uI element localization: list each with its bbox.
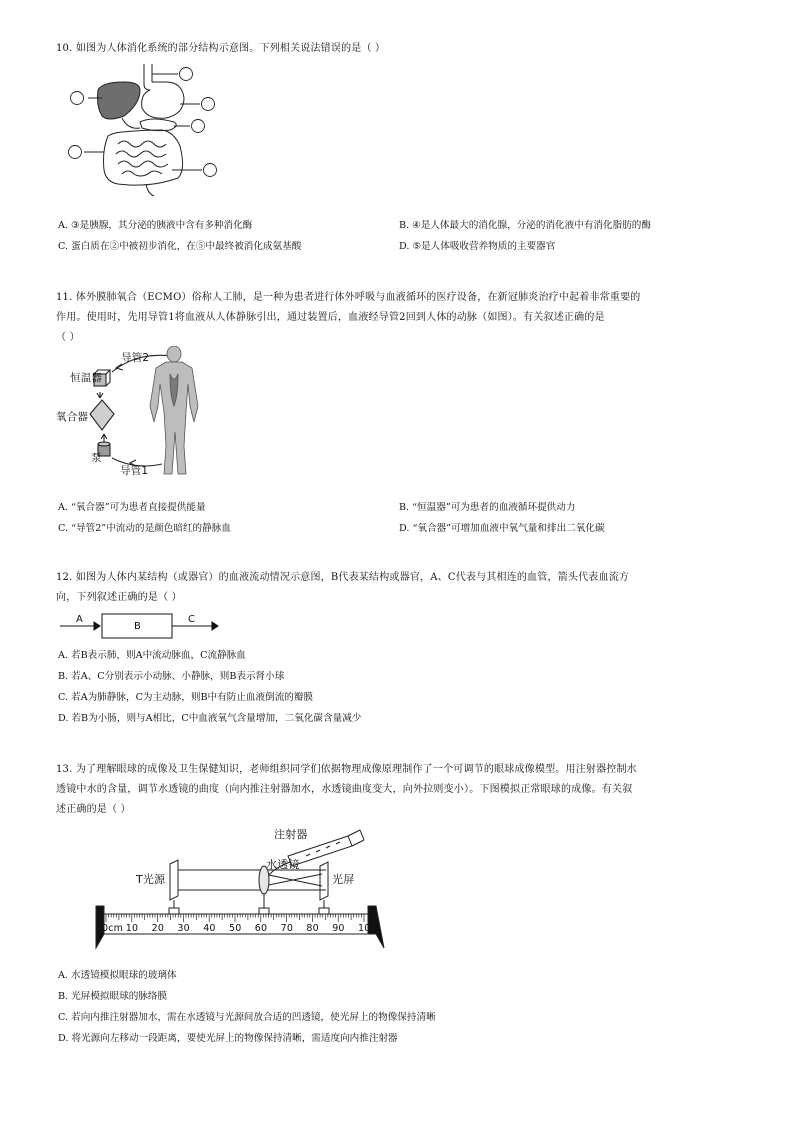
label-tube2: 导管2 xyxy=(121,352,150,364)
ruler-label: 0cm xyxy=(102,923,124,934)
q11-option-d[interactable]: D. “氧合器”可增加血液中氧气量和排出二氧化碳 xyxy=(399,523,605,534)
ruler-label: 20 xyxy=(151,923,165,934)
large-intestine-shape xyxy=(104,130,183,185)
q13-option-b[interactable]: B. 光屏模拟眼球的脉络膜 xyxy=(58,991,168,1002)
small-intestine-shape xyxy=(116,141,168,176)
ruler-ticks xyxy=(106,914,364,922)
q11-stem-line2: 作用。使用时，先用导管1将血液从人体静脉引出，通过装置后，血液经导管2回到人体的动脉（如图）。有关叙述正确的是 xyxy=(56,312,605,323)
label-thermostat: 恒温器 xyxy=(70,372,103,384)
q12-option-b[interactable]: B. 若A、C分别表示小动脉、小静脉，则B表示肾小球 xyxy=(58,671,285,682)
q12-stem-line1: 12. 如图为人体内某结构（或器官）的血液流动情况示意图，B代表某结构或器官，A、C代表与其相连的血管，箭头代表血流方 xyxy=(56,572,630,583)
q10-option-c[interactable]: C. 蛋白质在②中被初步消化，在⑤中最终被消化成氨基酸 xyxy=(58,241,302,252)
label-screen: 光屏 xyxy=(332,873,355,886)
human-figure-shape xyxy=(150,346,198,474)
label-syringe: 注射器 xyxy=(274,828,308,841)
q13-stem-line3: 述正确的是（ ） xyxy=(56,804,131,815)
q10-option-d[interactable]: D. ⑤是人体吸收营养物质的主要器官 xyxy=(399,241,556,252)
q13-option-a[interactable]: A. 水透镜模拟眼球的玻璃体 xyxy=(58,970,177,981)
ruler-label: 80 xyxy=(306,923,319,934)
q12-option-a[interactable]: A. 若B表示肺，则A中流动脉血，C流静脉血 xyxy=(58,650,246,661)
ruler-label: 30 xyxy=(177,923,190,934)
label-b: B xyxy=(134,621,142,632)
q11-option-b[interactable]: B. “恒温器”可为患者的血液循环提供动力 xyxy=(399,502,576,513)
q12-option-d[interactable]: D. 若B为小肠，则与A相比，C中血液氧气含量增加，二氧化碳含量减少 xyxy=(58,713,362,724)
label-tube1: 导管1 xyxy=(120,465,149,477)
ruler-label: 90 xyxy=(332,923,345,934)
q12-option-c[interactable]: C. 若A为肺静脉，C为主动脉，则B中有防止血液倒流的瓣膜 xyxy=(58,692,314,703)
q11-stem-line3: （ ） xyxy=(56,332,80,343)
ruler-label: 10 xyxy=(125,923,139,934)
digestive-system-diagram xyxy=(62,60,232,198)
pancreas-shape xyxy=(140,119,176,131)
label-oxygenator: 氧合器 xyxy=(56,411,89,423)
label-water-lens: 水透镜 xyxy=(266,858,300,871)
q13-option-c[interactable]: C. 若向内推注射器加水，需在水透镜与光源间放合适的凹透镜，使光屏上的物像保持清晰 xyxy=(58,1012,436,1023)
q11-option-a[interactable]: A. “氧合器”可为患者直接提供能量 xyxy=(58,502,206,513)
label-light-source: T光源 xyxy=(136,873,166,886)
ruler-label: 100 xyxy=(358,923,377,934)
ruler-label: 40 xyxy=(203,923,216,934)
liver-shape xyxy=(98,82,141,119)
q13-stem-line2: 透镜中水的含量，调节水透镜的曲度（向内推注射器加水，水透镜曲度变大，向外拉则变小）。下图模拟正常眼球的成像。有关叙 xyxy=(56,784,633,795)
stomach-shape xyxy=(142,82,184,118)
q11-option-c[interactable]: C. “导管2”中流动的是颜色暗红的静脉血 xyxy=(58,523,231,534)
ruler-label: 50 xyxy=(229,923,242,934)
esophagus-shape xyxy=(144,64,152,90)
ruler-label: 60 xyxy=(254,923,268,934)
q10-option-a[interactable]: A. ③是胰腺，其分泌的胰液中含有多种消化酶 xyxy=(58,220,253,231)
ruler-label: 70 xyxy=(280,923,294,934)
q11-stem-line1: 11. 体外膜肺氧合（ECMO）俗称人工肺，是一种为患者进行体外呼吸与血液循环的医疗设备，在新冠肺炎治疗中起着非常重要的 xyxy=(56,292,641,303)
label-pump: 泵 xyxy=(91,452,102,464)
label-a: A xyxy=(76,614,84,625)
label-c: C xyxy=(188,614,196,625)
q13-option-d[interactable]: D. 将光源向左移动一段距离，要使光屏上的物像保持清晰，需适度向内推注射器 xyxy=(58,1033,398,1044)
q13-stem-line1: 13. 为了理解眼球的成像及卫生保健知识，老师组织同学们依据物理成像原理制作了一个可调节的眼球成像模型。用注射器控制水 xyxy=(56,764,637,775)
q10-option-b[interactable]: B. ④是人体最大的消化腺，分泌的消化液中有消化脂肪的酶 xyxy=(399,220,651,231)
q10-stem: 10. 如图为人体消化系统的部分结构示意图。下列相关说法错误的是（ ） xyxy=(56,43,386,54)
q12-stem-line2: 向，下列叙述正确的是（ ） xyxy=(56,592,182,603)
